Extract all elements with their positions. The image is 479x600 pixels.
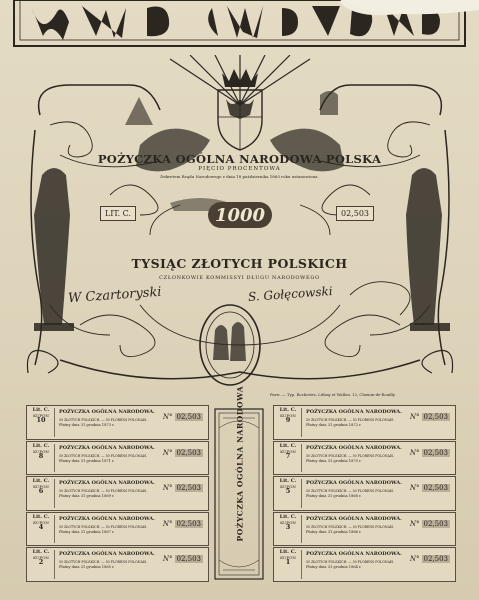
coupon-kupon-label: KUPON xyxy=(280,519,296,525)
coupon-kupon-label: KUPON xyxy=(33,555,49,561)
coupon xyxy=(273,512,456,547)
signature-right: S. Gołęcowski xyxy=(247,284,334,304)
coupon-no-label: N° xyxy=(162,413,173,421)
coupon-amount-line: 50 ZŁOTYCH POLSKICH. — 50 FLORENS POLONAIS. xyxy=(306,489,395,494)
coupon-serial: 02,503 xyxy=(176,413,201,421)
coupon-stub-text: POŻYCZKA OGÓLNA NARODOWA xyxy=(235,385,245,542)
coupon-number: 6 xyxy=(38,487,44,496)
coupon-title: POŻYCZKA OGÓLNA NARODOWA. xyxy=(306,409,402,415)
coupon-no-label: N° xyxy=(409,555,420,564)
lit-label: LIT. C. xyxy=(100,206,136,221)
serial-number: 02,503 xyxy=(336,206,374,221)
coupon-number: 4 xyxy=(38,522,44,531)
coupon-serial-block xyxy=(410,413,450,421)
coupon-amount-line: 50 ZŁOTYCH POLSKICH. — 50 FLORENS POLONAIS. xyxy=(306,418,395,422)
coupon-payable-date: Płatny dnia 31 grudnia 1864 r. xyxy=(306,565,362,570)
coupon-amount-line: 50 ZŁOTYCH POLSKICH. — 50 FLORENS POLONAIS. xyxy=(306,524,395,529)
coupon-kupon-label: KUPON xyxy=(33,413,49,418)
coupon-kupon-label: KUPON xyxy=(33,484,49,490)
coupon xyxy=(26,441,209,476)
coupon-amount-line: 50 ZŁOTYCH POLSKICH. — 50 FLORENS POLONAIS. xyxy=(306,560,395,565)
coupon-title: POŻYCZKA OGÓLNA NARODOWA. xyxy=(59,480,155,487)
coupon-payable-date: Płatny dnia 31 grudnia 1866 r. xyxy=(306,529,362,534)
coupon-lit-block xyxy=(30,408,52,423)
coupon-no-label: N° xyxy=(162,555,173,564)
coupon-payable-date: Płatny dnia 31 grudnia 1865 r. xyxy=(59,565,115,570)
coupon-title: POŻYCZKA OGÓLNA NARODOWA. xyxy=(306,480,402,487)
coupon-no-label: N° xyxy=(162,448,173,457)
coupon-lit-block xyxy=(30,515,52,530)
coupon-kupon-label: KUPON xyxy=(280,484,296,490)
coupon-number: 5 xyxy=(285,487,291,496)
coupon-serial: 02,503 xyxy=(423,413,448,421)
coupon-kupon-label: KUPON xyxy=(280,555,296,561)
coupon-number: 8 xyxy=(38,451,44,460)
coupon-kupon-label: KUPON xyxy=(280,448,296,454)
coupon-amount-line: 50 ZŁOTYCH POLSKICH. — 50 FLORENS POLONAIS. xyxy=(59,489,148,494)
coupon-divider xyxy=(54,515,55,544)
coupon-no-label: N° xyxy=(409,413,420,421)
coupon-no-label: N° xyxy=(162,519,173,528)
coupon-divider xyxy=(301,550,302,579)
coupon-amount-line: 50 ZŁOTYCH POLSKICH. — 50 FLORENS POLONAIS. xyxy=(59,524,148,529)
coupon xyxy=(273,405,456,440)
coupon-serial-block xyxy=(163,413,203,421)
coupon-divider xyxy=(54,479,55,508)
coupon-no-label: N° xyxy=(409,448,420,457)
coupon-kupon-label: KUPON xyxy=(33,448,49,454)
coupon-serial-block xyxy=(163,555,203,563)
coupon-amount-line: 50 ZŁOTYCH POLSKICH. — 50 FLORENS POLONAIS. xyxy=(59,418,148,422)
coupon-serial: 02,503 xyxy=(176,484,201,493)
standing-figure-left xyxy=(34,168,70,325)
amount-cartouche: 1000 xyxy=(208,202,272,228)
signature-left: W Czartoryski xyxy=(67,284,162,307)
coupon-no-label: N° xyxy=(162,484,173,493)
coupon-number: 10 xyxy=(36,416,46,424)
coupon-serial-block xyxy=(163,520,203,528)
coupon-amount-line: 50 ZŁOTYCH POLSKICH. — 50 FLORENS POLONAIS. xyxy=(59,453,148,458)
coupon-payable-date: Płatny dnia 31 grudnia 1868 r. xyxy=(306,494,362,499)
coupon-no-label: N° xyxy=(409,519,420,528)
coupon-title: POŻYCZKA OGÓLNA NARODOWA. xyxy=(59,551,155,558)
coupon xyxy=(273,476,456,511)
coupon-title: POŻYCZKA OGÓLNA NARODOWA. xyxy=(59,409,155,415)
coupon-lit-block xyxy=(277,550,299,565)
coupon-serial: 02,503 xyxy=(423,519,448,528)
coupon-amount-line: 50 ZŁOTYCH POLSKICH. — 50 FLORENS POLONAIS. xyxy=(306,453,395,458)
coupon-payable-date: Płatny dnia 31 grudnia 1871 r. xyxy=(59,458,115,463)
coupon xyxy=(26,512,209,547)
coupon-lit: Lit. C. xyxy=(32,478,50,485)
coupon-serial: 02,503 xyxy=(176,555,201,564)
coupon xyxy=(26,476,209,511)
coupon-serial: 02,503 xyxy=(423,484,448,493)
committee-caption: CZŁONKOWIE KOMMISSYI DŁUGU NARODOWEGO xyxy=(159,275,320,281)
coupon-lit: Lit. C. xyxy=(32,513,50,520)
coupon-lit-block xyxy=(30,479,52,494)
coupon-lit: Lit. C. xyxy=(279,442,297,449)
coupon-lit-block xyxy=(277,515,299,530)
coupon-lit: Lit. C. xyxy=(279,549,297,556)
coupon-title: POŻYCZKA OGÓLNA NARODOWA. xyxy=(306,551,402,558)
coupon-divider xyxy=(54,550,55,579)
coupon-serial-block xyxy=(163,484,203,492)
coupon-serial: 02,503 xyxy=(176,519,201,528)
coupon-payable-date: Płatny dnia 31 grudnia 1869 r. xyxy=(59,494,115,499)
coupon-divider xyxy=(54,444,55,473)
coupon-title: POŻYCZKA OGÓLNA NARODOWA. xyxy=(59,444,155,451)
coupon-kupon-label: KUPON xyxy=(33,519,49,525)
coupon-divider xyxy=(301,444,302,473)
coupon-payable-date: Płatny dnia 31 grudnia 1873 r. xyxy=(59,423,115,427)
coupon-lit-block xyxy=(30,444,52,459)
coupon-divider xyxy=(54,408,55,437)
coupon-kupon-label: KUPON xyxy=(280,413,296,418)
coupon-title: POŻYCZKA OGÓLNA NARODOWA. xyxy=(306,444,402,451)
coupon-lit: Lit. C. xyxy=(32,549,50,556)
coupon-payable-date: Płatny dnia 31 grudnia 1867 r. xyxy=(59,529,115,534)
coupon-serial-block xyxy=(410,449,450,457)
coupon-serial-block xyxy=(410,484,450,492)
coupon-serial-block xyxy=(410,520,450,528)
coupon xyxy=(26,405,209,440)
coupon xyxy=(273,547,456,582)
coupon-lit: Lit. C. xyxy=(279,513,297,520)
coupon-divider xyxy=(301,479,302,508)
coupon-serial: 02,503 xyxy=(176,448,201,457)
coupon-payable-date: Płatny dnia 31 grudnia 1870 r. xyxy=(306,458,362,463)
coupon xyxy=(273,441,456,476)
coupon xyxy=(26,547,209,582)
coupon-column-left xyxy=(26,405,209,583)
printer-imprint: Paris. — Typ. Rocheries, Lithog et Wallon. 12, Chemin-de-Rouilly. xyxy=(270,392,396,397)
coupon-number: 3 xyxy=(285,522,291,531)
standing-figure-right xyxy=(406,168,442,325)
coupon-amount-line: 50 ZŁOTYCH POLSKICH. — 50 FLORENS POLONAIS. xyxy=(59,560,148,565)
coupon-lit-block xyxy=(30,550,52,565)
coupon-serial: 02,503 xyxy=(423,555,448,564)
coupon-lit-block xyxy=(277,408,299,423)
coupon-number: 7 xyxy=(285,451,291,460)
coupon-lit: Lit. C. xyxy=(32,407,50,413)
loan-title: POŻYCZKA OGÓLNA NARODOWA POLSKA xyxy=(97,152,382,166)
coupon-number: 1 xyxy=(285,558,291,567)
coupon-number: 9 xyxy=(285,416,291,424)
coupon-divider xyxy=(301,408,302,437)
coupon-lit-block xyxy=(277,444,299,459)
loan-subtitle: PIĘCIO PROCENTOWA xyxy=(198,166,281,172)
amount-in-words: TYSIĄC ZŁOTYCH POLSKICH xyxy=(131,256,348,271)
coupon-title: POŻYCZKA OGÓLNA NARODOWA. xyxy=(306,515,402,522)
coupon-lit-block xyxy=(277,479,299,494)
coupon-serial-block xyxy=(410,555,450,563)
coupon-payable-date: Płatny dnia 31 grudnia 1872 r. xyxy=(306,423,362,427)
coupon-lit: Lit. C. xyxy=(32,442,50,449)
decree-text: Dekretem Rządu Narodowego z dnia 18 października 1863 roku ustanowiona. xyxy=(160,174,319,179)
coupon-title: POŻYCZKA OGÓLNA NARODOWA. xyxy=(59,515,155,522)
coupon-column-right xyxy=(273,405,456,583)
coupon-lit: Lit. C. xyxy=(279,478,297,485)
coupon-no-label: N° xyxy=(409,484,420,493)
coupon-serial: 02,503 xyxy=(423,448,448,457)
coupon-lit: Lit. C. xyxy=(279,407,297,413)
coupon-number: 2 xyxy=(38,558,44,567)
medallion-figures xyxy=(213,322,246,361)
coupon-divider xyxy=(301,515,302,544)
top-banner-ornament xyxy=(12,0,467,50)
coupon-serial-block xyxy=(163,449,203,457)
